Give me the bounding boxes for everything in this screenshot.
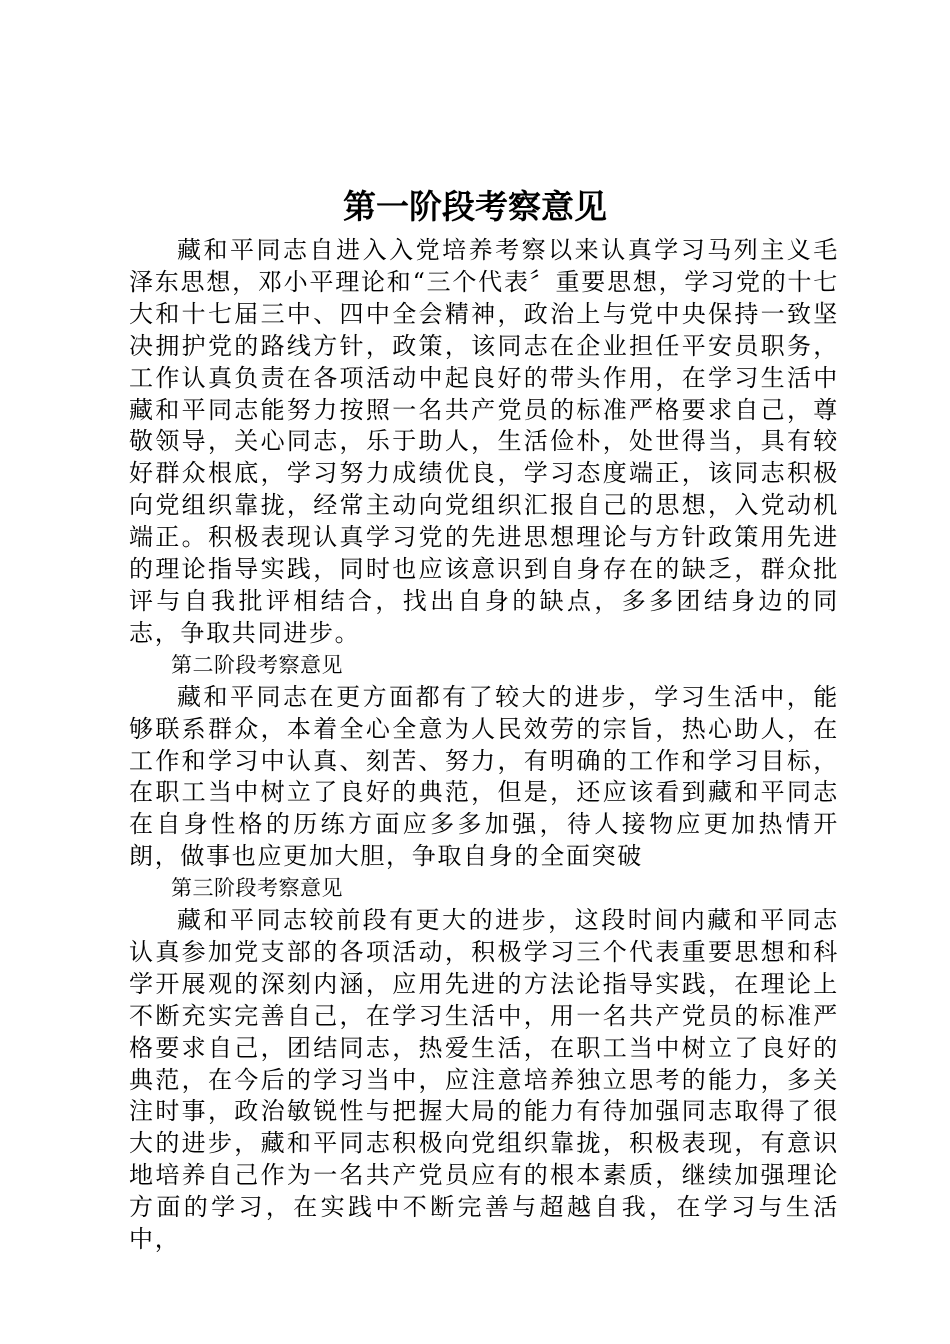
heading-stage-2: 第二阶段考察意见 — [171, 652, 343, 677]
paragraph-stage-1: 藏和平同志自进入入党培养考察以来认真学习马列主义毛泽东思想，邓小平理论和“三个代表〞重要思想，学习党的十七大和十七届三中、四中全会精神，政治上与党中央保持一致坚决拥护党的路线方针，政策，该同志在企业担任平安员职务，工作认真负责在各项活动中起良好的带头作用，在学习生活中藏和平同志能努力按照一名共产党员的标准严格要求自己，尊敬领导，关心同志，乐于助人，生活俭朴，处世得当，具有较好群众根底，学习努力成绩优良，学习态度端正，该同志积极向党组织靠拢，经常主动向党组织汇报自己的思想，入党动机端正。积极表现认真学习党的先进思想理论与方针政策用先进的理论指导实践，同时也应该意识到自身存在的缺乏，群众批评与自我批评相结合，找出自身的缺点，多多团结身边的同志，争取共同进步。 — [129, 236, 839, 647]
paragraph-stage-2: 藏和平同志在更方面都有了较大的进步，学习生活中，能够联系群众，本着全心全意为人民效劳的宗旨，热心助人，在工作和学习中认真、刻苦、努力，有明确的工作和学习目标，在职工当中树立了良好的典范，但是，还应该看到藏和平同志在自身性格的历练方面应多多加强，待人接物应更加热情开朗，做事也应更加大胆，争取自身的全面突破 — [129, 682, 839, 871]
document-body — [129, 235, 839, 1256]
heading-stage-3: 第三阶段考察意见 — [171, 876, 343, 901]
document-title: 第一阶段考察意见 — [343, 187, 607, 226]
paragraph-stage-3: 藏和平同志较前段有更大的进步，这段时间内藏和平同志认真参加党支部的各项活动，积极学习三个代表重要思想和科学开展观的深刻内涵，应用先进的方法论指导实践，在理论上不断充实完善自己，在学习生活中，用一名共产党员的标准严格要求自己，团结同志，热爱生活，在职工当中树立了良好的典范，在今后的学习当中，应注意培养独立思考的能力，多关注时事，政治敏锐性与把握大局的能力有待加强同志取得了很大的进步，藏和平同志积极向党组织靠拢，积极表现，有意识地培养自己作为一名共产党员应有的根本素质，继续加强理论方面的学习，在实践中不断完善与超越自我，在学习与生活中， — [129, 906, 839, 1254]
